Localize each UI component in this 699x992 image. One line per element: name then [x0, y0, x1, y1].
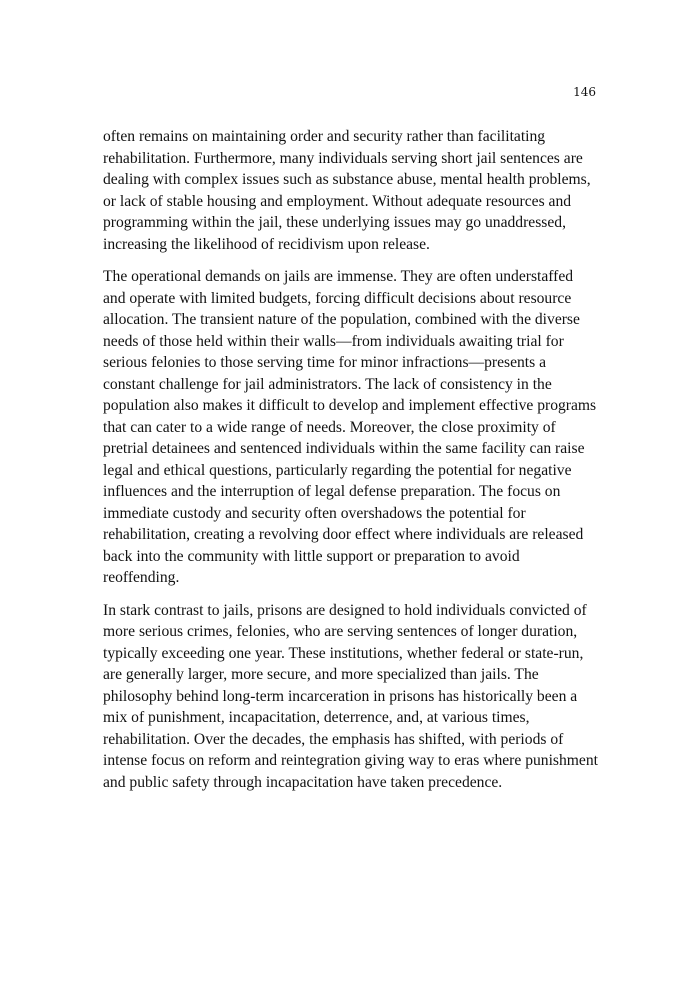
- body-text: [103, 126, 598, 804]
- paragraph: The operational demands on jails are immense. They are often understaffed and operate with limited budgets, forcing difficult decisions about resource allocation. The transient nature of the population, combined with the diverse needs of those held within their walls—from individuals awaiting trial for serious felonies to those serving time for minor infractions—presents a constant challenge for jail administrators. The lack of consistency in the population also makes it difficult to develop and implement effective programs that can cater to a wide range of needs. Moreover, the close proximity of pretrial detainees and sentenced individuals within the same facility can raise legal and ethical questions, particularly regarding the potential for negative influences and the interruption of legal defense preparation. The focus on immediate custody and security often overshadows the potential for rehabilitation, creating a revolving door effect where individuals are released back into the community with little support or preparation to avoid reoffending.: [103, 268, 597, 586]
- paragraph: often remains on maintaining order and security rather than facilitating rehabilitation. Furthermore, many individuals serving short jail sentences are dealing with complex issues such as substance abuse, mental health problems, or lack of stable housing and employment. Without adequate resources and programming within the jail, these underlying issues may go unaddressed, increasing the likelihood of recidivism upon release.: [103, 128, 591, 253]
- paragraph: In stark contrast to jails, prisons are designed to hold individuals convicted of more serious crimes, felonies, who are serving sentences of longer duration, typically exceeding one year. These institutions, whether federal or state-run, are generally larger, more secure, and more specialized than jails. The philosophy behind long-term incarceration in prisons has historically been a mix of punishment, incapacitation, deterrence, and, at various times, rehabilitation. Over the decades, the emphasis has shifted, with periods of intense focus on reform and reintegration giving way to eras where punishment and public safety through incapacitation have taken precedence.: [103, 601, 598, 791]
- page-number: 146: [573, 85, 596, 99]
